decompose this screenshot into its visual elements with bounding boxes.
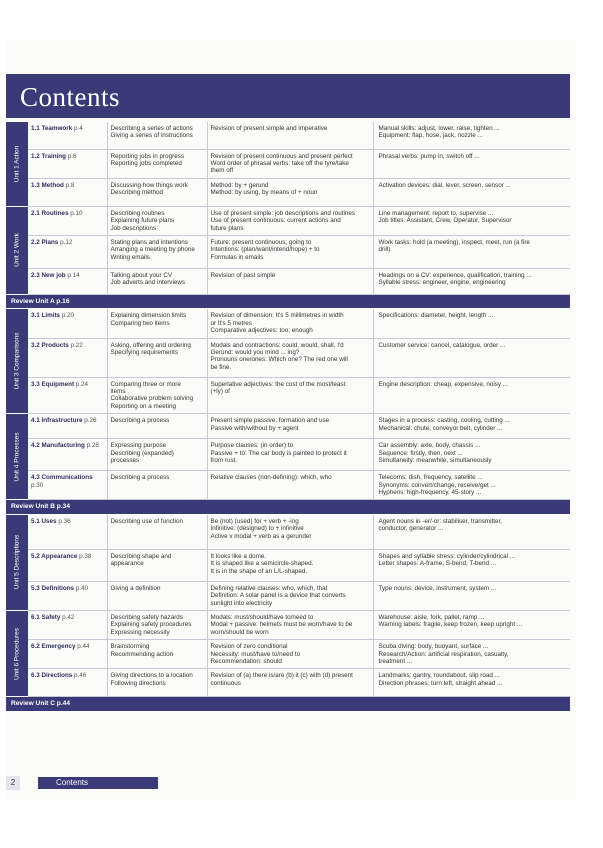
text-line: Letter shapes: A-frame, S-bend, T-bend ... [378, 560, 496, 568]
text-line: items [110, 387, 126, 395]
text-line: Specifying requirements [110, 348, 179, 356]
text-line: conductor, generator ... [378, 525, 444, 533]
text-line: It looks like a dome. [210, 552, 267, 560]
text-line: treatment ... [378, 658, 413, 666]
text-line: Recommending action [110, 650, 174, 658]
language-cell [207, 309, 373, 338]
lesson-title-cell [28, 206, 107, 235]
text-line: Definition: A solar panel is a device that converts [210, 592, 346, 600]
footer-section-tab: Contents [38, 777, 158, 789]
lesson-page: p.22 [70, 341, 83, 349]
lesson-page: p.38 [79, 552, 92, 560]
lesson-page: p.6 [67, 152, 77, 160]
text-line: Infinitive: (designed) to + infinitive [210, 525, 304, 533]
vocabulary-cell [373, 471, 570, 500]
lesson-title-cell [28, 122, 107, 149]
lesson-row [6, 377, 570, 414]
lesson-title: 1.2 Training [31, 152, 66, 160]
lesson-title-cell [28, 514, 107, 549]
text-line: Discussing how things work [110, 181, 188, 189]
lesson-page: p.30 [31, 481, 44, 489]
language-cell [207, 206, 373, 235]
lesson-row [6, 178, 570, 206]
vocabulary-cell [373, 178, 570, 206]
text-line: Reporting jobs in progress [110, 152, 185, 160]
unit-label: Unit 3 Comparisons [13, 332, 21, 390]
text-line: Present simple passive: formation and use [210, 417, 330, 425]
functions-cell [107, 549, 207, 581]
text-line: Job descriptions [110, 224, 157, 232]
text-line: Specifications: diameter, height, length ... [378, 312, 494, 320]
text-line: future plans [210, 224, 244, 232]
text-line: Gerund: would you mind ... ing? [210, 348, 300, 356]
language-cell [207, 611, 373, 640]
language-cell [207, 471, 373, 500]
text-line: Manual skills: adjust, lower, raise, tighten ... [378, 125, 500, 132]
text-line: Modals: must/should/have to/need to [210, 614, 314, 622]
review-label: Review Unit B p.34 [6, 500, 570, 514]
text-line: Use of present simple: job descriptions and routines [210, 209, 356, 217]
vocabulary-cell [373, 149, 570, 178]
language-cell [207, 268, 373, 294]
vocabulary-cell [373, 338, 570, 377]
text-line: Modals and contractions: could, would, shall, I'd [210, 341, 344, 349]
lesson-title: 3.2 Products [31, 341, 69, 349]
text-line: Warning labels: fragile, keep frozen, keep upright ... [378, 621, 523, 629]
vocabulary-cell [373, 122, 570, 149]
text-line: Synonyms: convert/change, receive/get ... [378, 481, 496, 489]
text-line: Reporting jobs completed [110, 159, 182, 167]
text-line: Direction phrases: turn left, straight ahead ... [378, 679, 503, 687]
text-line: Giving a series of instructions [110, 132, 193, 140]
text-line: Passive + to: The car body is painted to protect it [210, 449, 347, 457]
lesson-row [6, 611, 570, 640]
lesson-title-cell [28, 268, 107, 294]
text-line: Comparing two items [110, 319, 170, 327]
text-line: Comparing three or more [110, 380, 181, 388]
text-line: Headings on a CV: experience, qualification, training ... [378, 271, 532, 279]
text-line: Syllable stress: engineer, engine, engineering [378, 279, 506, 287]
text-line: Comparative adjectives: too; enough [210, 327, 313, 335]
lesson-title-cell [28, 178, 107, 206]
lesson-page: p.28 [86, 442, 99, 450]
vocabulary-cell [373, 611, 570, 640]
text-line: Revision of present continuous and present perfect [210, 152, 353, 160]
lesson-row [6, 206, 570, 235]
vocabulary-cell [373, 549, 570, 581]
functions-cell [107, 178, 207, 206]
language-cell [207, 414, 373, 439]
lesson-page: p.26 [84, 417, 97, 425]
lesson-page: p.4 [73, 125, 83, 132]
text-line: Following directions [110, 679, 166, 687]
text-line: Describing safety hazards [110, 614, 183, 622]
text-line: Asking, offering and ordering [110, 341, 191, 349]
text-line: Talking about your CV [110, 271, 173, 279]
text-line: Sequence: firstly, then, next ... [378, 449, 463, 457]
lesson-title: 4.3 Communications [31, 474, 93, 482]
lesson-page: p.12 [60, 238, 73, 246]
lesson-row [6, 549, 570, 581]
text-line: Giving directions to a location [110, 672, 193, 680]
vocabulary-cell [373, 377, 570, 414]
lesson-title: 4.2 Manufacturing [31, 442, 85, 450]
unit-label: Unit 4 Processes [13, 432, 21, 482]
text-line: Engine description: cheap, expensive, noisy ... [378, 380, 509, 388]
text-line: Formulas in emails [210, 253, 264, 261]
text-line: Job titles: Assistant, Crew, Operator, Supervisor [378, 217, 512, 225]
lesson-row [6, 338, 570, 377]
page-number: 2 [6, 776, 20, 790]
language-cell [207, 514, 373, 549]
lesson-title-cell [28, 338, 107, 377]
text-line: Describing shape and [110, 552, 172, 560]
text-line: Equipment: flap, hose, jack, nozzle ... [378, 132, 483, 140]
text-line: Hyphens: high-frequency, 45-story ... [378, 489, 482, 496]
text-line: It is in the shape of an L/L-shaped. [210, 567, 308, 575]
functions-cell [107, 235, 207, 268]
text-line: Use of present continuous: current actions and [210, 217, 341, 225]
text-line: Active v modal + verb as a gerunder [210, 532, 312, 540]
text-line: worn/should be worn [210, 628, 269, 636]
text-line: Mechanical: chute, conveyor belt, cylinder ... [378, 424, 503, 432]
text-line: Type nouns: device, instrument, system ... [378, 584, 497, 592]
lesson-row [6, 439, 570, 471]
text-line: Method: by using, by means of + noun [210, 189, 318, 197]
lesson-title-cell [28, 471, 107, 500]
lesson-page: p.36 [58, 517, 71, 525]
text-line: Future: present continuous; going to [210, 238, 312, 246]
text-line: Collaborative problem solving [110, 395, 194, 403]
lesson-title: 1.1 Teamwork [31, 125, 73, 132]
language-cell [207, 640, 373, 669]
lesson-title-cell [28, 581, 107, 610]
text-line: Phrasal verbs: pump in, switch off ... [378, 152, 480, 160]
contents-table [6, 122, 570, 712]
functions-cell [107, 377, 207, 414]
text-line: Intentions: (plan/want/intend/hope) + to [210, 246, 320, 254]
lesson-row [6, 414, 570, 439]
lesson-title: 3.3 Equipment [31, 380, 75, 388]
text-line: Brainstorming [110, 643, 150, 651]
text-line: drill) [378, 246, 391, 254]
text-line: from rust. [210, 457, 238, 464]
text-line: be fine. [210, 363, 232, 371]
unit-label: Unit 6 Procedures [13, 627, 21, 680]
review-row [6, 697, 570, 711]
unit-label: Unit 2 Work [13, 233, 21, 268]
lesson-title: 2.3 New job [31, 271, 66, 279]
text-line: Research/Action: artificial respiration, casualty, [378, 650, 509, 658]
lesson-title: 6.3 Directions [31, 672, 73, 680]
text-line: Explaining future plans [110, 217, 175, 225]
text-line: Writing emails [110, 253, 150, 261]
unit-band [6, 206, 28, 294]
functions-cell [107, 514, 207, 549]
lesson-row [6, 235, 570, 268]
text-line: Superlative adjectives: the cost of the most/least [210, 380, 346, 388]
unit-band [6, 122, 28, 206]
text-line: or It's 5 metres [210, 319, 252, 327]
lesson-row [6, 640, 570, 669]
text-line: Explaining dimension limits [110, 312, 187, 320]
contents-header [6, 74, 570, 118]
text-line: Word order of phrasal verbs: take off the tyre/take [210, 159, 349, 167]
unit-band [6, 414, 28, 500]
text-line: continuous [210, 679, 241, 687]
lesson-title-cell [28, 414, 107, 439]
functions-cell [107, 414, 207, 439]
text-line: Warehouse: aisle, fork, pallet, ramp ... [378, 614, 485, 622]
lesson-title-cell [28, 640, 107, 669]
text-line: Method: by + gerund [210, 181, 269, 189]
text-line: Line management: report to, supervise ... [378, 209, 494, 217]
vocabulary-cell [373, 439, 570, 471]
vocabulary-cell [373, 669, 570, 697]
review-row [6, 294, 570, 308]
lesson-title: 5.1 Uses [31, 517, 57, 525]
functions-cell [107, 338, 207, 377]
text-line: Expressing purpose [110, 442, 167, 450]
text-line: Revision of (a) there is/are (b) it (c) with (d) present [210, 672, 353, 680]
language-cell [207, 338, 373, 377]
functions-cell [107, 439, 207, 471]
lesson-title-cell [28, 439, 107, 471]
lesson-row [6, 669, 570, 697]
review-row [6, 500, 570, 514]
text-line: Describing (expanded) [110, 449, 174, 457]
language-cell [207, 669, 373, 697]
unit-band [6, 514, 28, 610]
text-line: Revision of zero conditional [210, 643, 288, 651]
text-line: Work tasks: hold (a meeting), inspect, meet, run (a fire [378, 238, 530, 246]
vocabulary-cell [373, 640, 570, 669]
text-line: Expressing necessity [110, 628, 170, 636]
text-line: Passive with/without by + agent [210, 424, 299, 432]
language-cell [207, 377, 373, 414]
lesson-row [6, 268, 570, 294]
language-cell [207, 235, 373, 268]
lesson-title-cell [28, 611, 107, 640]
lesson-title: 6.1 Safety [31, 614, 61, 622]
language-cell [207, 122, 373, 149]
lesson-title-cell [28, 149, 107, 178]
vocabulary-cell [373, 581, 570, 610]
functions-cell [107, 309, 207, 338]
text-line: appearance [110, 560, 144, 568]
review-label: Review Unit C p.44 [6, 697, 570, 711]
vocabulary-cell [373, 235, 570, 268]
text-line: Arranging a meeting by phone [110, 246, 195, 254]
text-line: Revision of present simple and imperative [210, 125, 328, 132]
lesson-row [6, 581, 570, 610]
text-line: Job adverts and interviews [110, 279, 186, 287]
review-label: Review Unit A p.16 [6, 294, 570, 308]
text-line: Stages in a process: casting, cooling, cutting ... [378, 417, 510, 425]
text-line: It is shaped like a semicircle-shaped. [210, 560, 314, 568]
text-line: Revision of dimension: It's 5 millimetres in width [210, 312, 344, 320]
text-line: Purpose clauses: (in order) to [210, 442, 294, 450]
lesson-row [6, 514, 570, 549]
text-line: Describing a process [110, 417, 170, 425]
text-line: Pronouns one/ones: Which one? The red one will [210, 356, 348, 364]
lesson-title: 1.3 Method [31, 181, 64, 189]
text-line: Activation devices: dial, lever, screen, sensor ... [378, 181, 511, 189]
lesson-title-cell [28, 235, 107, 268]
functions-cell [107, 122, 207, 149]
unit-band [6, 309, 28, 414]
functions-cell [107, 471, 207, 500]
text-line: Describing use of function [110, 517, 183, 525]
text-line: Revision of past simple [210, 271, 276, 279]
text-line: them off [210, 167, 234, 175]
functions-cell [107, 611, 207, 640]
text-line: Agent nouns in -er/-or: stabiliser, transmitter, [378, 517, 503, 525]
text-line: Describing method [110, 189, 163, 197]
functions-cell [107, 581, 207, 610]
text-line: (+ly) of [210, 387, 230, 395]
text-line: Landmarks: gantry, roundabout, slip road ... [378, 672, 500, 680]
functions-cell [107, 669, 207, 697]
text-line: Describing routines [110, 209, 165, 217]
text-line: Reporting on a meeting [110, 402, 176, 410]
text-line: Relative clauses (non-defining): which, who [210, 474, 332, 482]
functions-cell [107, 640, 207, 669]
lesson-page: p.24 [75, 380, 89, 388]
lesson-page: p.46 [74, 672, 87, 680]
text-line: Scuba diving: body, buoyant, surface ... [378, 643, 489, 651]
lesson-page: p.42 [62, 614, 75, 622]
lesson-page: p.14 [67, 271, 80, 279]
text-line: Describing a series of actions [110, 125, 193, 132]
lesson-page: p.44 [77, 643, 90, 651]
text-line: Giving a definition [110, 584, 161, 592]
unit-label: Unit 1 Action [13, 145, 21, 183]
lesson-title: 6.2 Emergency [31, 643, 76, 651]
vocabulary-cell [373, 268, 570, 294]
lesson-title-cell [28, 669, 107, 697]
text-line: processes [110, 457, 140, 464]
lesson-row [6, 149, 570, 178]
unit-label: Unit 5 Descriptions [13, 535, 21, 590]
lesson-title: 2.1 Routines [31, 209, 69, 217]
text-line: Be (not) (used) for + verb + -ing [210, 517, 299, 525]
lesson-title-cell [28, 377, 107, 414]
text-line: Modal + passive: helmets must be worn/have to be [210, 621, 353, 629]
text-line: Stating plans and intentions [110, 238, 188, 246]
functions-cell [107, 149, 207, 178]
lesson-title-cell [28, 549, 107, 581]
text-line: Necessity: must/have to/need to [210, 650, 301, 658]
language-cell [207, 178, 373, 206]
text-line: Simultaneity: meanwhile, simultaneously [378, 457, 492, 464]
language-cell [207, 439, 373, 471]
vocabulary-cell [373, 414, 570, 439]
vocabulary-cell [373, 309, 570, 338]
language-cell [207, 581, 373, 610]
text-line: Telecoms: dish, frequency, satellite ... [378, 474, 483, 482]
functions-cell [107, 206, 207, 235]
unit-band [6, 611, 28, 697]
text-line: Shapes and syllable stress: cylinder/cylindrical ... [378, 552, 515, 560]
page-title: Contents [20, 82, 121, 112]
text-line: Describing a process [110, 474, 170, 482]
functions-cell [107, 268, 207, 294]
lesson-title: 5.3 Definitions [31, 584, 75, 592]
vocabulary-cell [373, 514, 570, 549]
lesson-page: p.40 [75, 584, 89, 592]
text-line: Explaining safety procedures [110, 621, 192, 629]
lesson-page: p.20 [61, 312, 75, 320]
lesson-title: 3.1 Limits [31, 312, 61, 320]
language-cell [207, 149, 373, 178]
language-cell [207, 549, 373, 581]
text-line: Customer service: cancel, catalogue, order ... [378, 341, 506, 349]
text-line: Recommendation: should [210, 658, 282, 666]
lesson-title: 4.1 Infrastructure [31, 417, 83, 425]
lesson-title: 2.2 Plans [31, 238, 59, 246]
text-line: sunlight into electricity [210, 599, 273, 607]
text-line: Car assembly: axle, body, chassis ... [378, 442, 481, 450]
text-line: Defining relative clauses: who, which, that [210, 584, 328, 592]
lesson-row [6, 309, 570, 338]
lesson-title: 5.2 Appearance [31, 552, 78, 560]
lesson-page: p.8 [65, 181, 75, 189]
lesson-title-cell [28, 309, 107, 338]
lesson-row [6, 471, 570, 500]
vocabulary-cell [373, 206, 570, 235]
lesson-page: p.10 [70, 209, 83, 217]
lesson-row [6, 122, 570, 149]
